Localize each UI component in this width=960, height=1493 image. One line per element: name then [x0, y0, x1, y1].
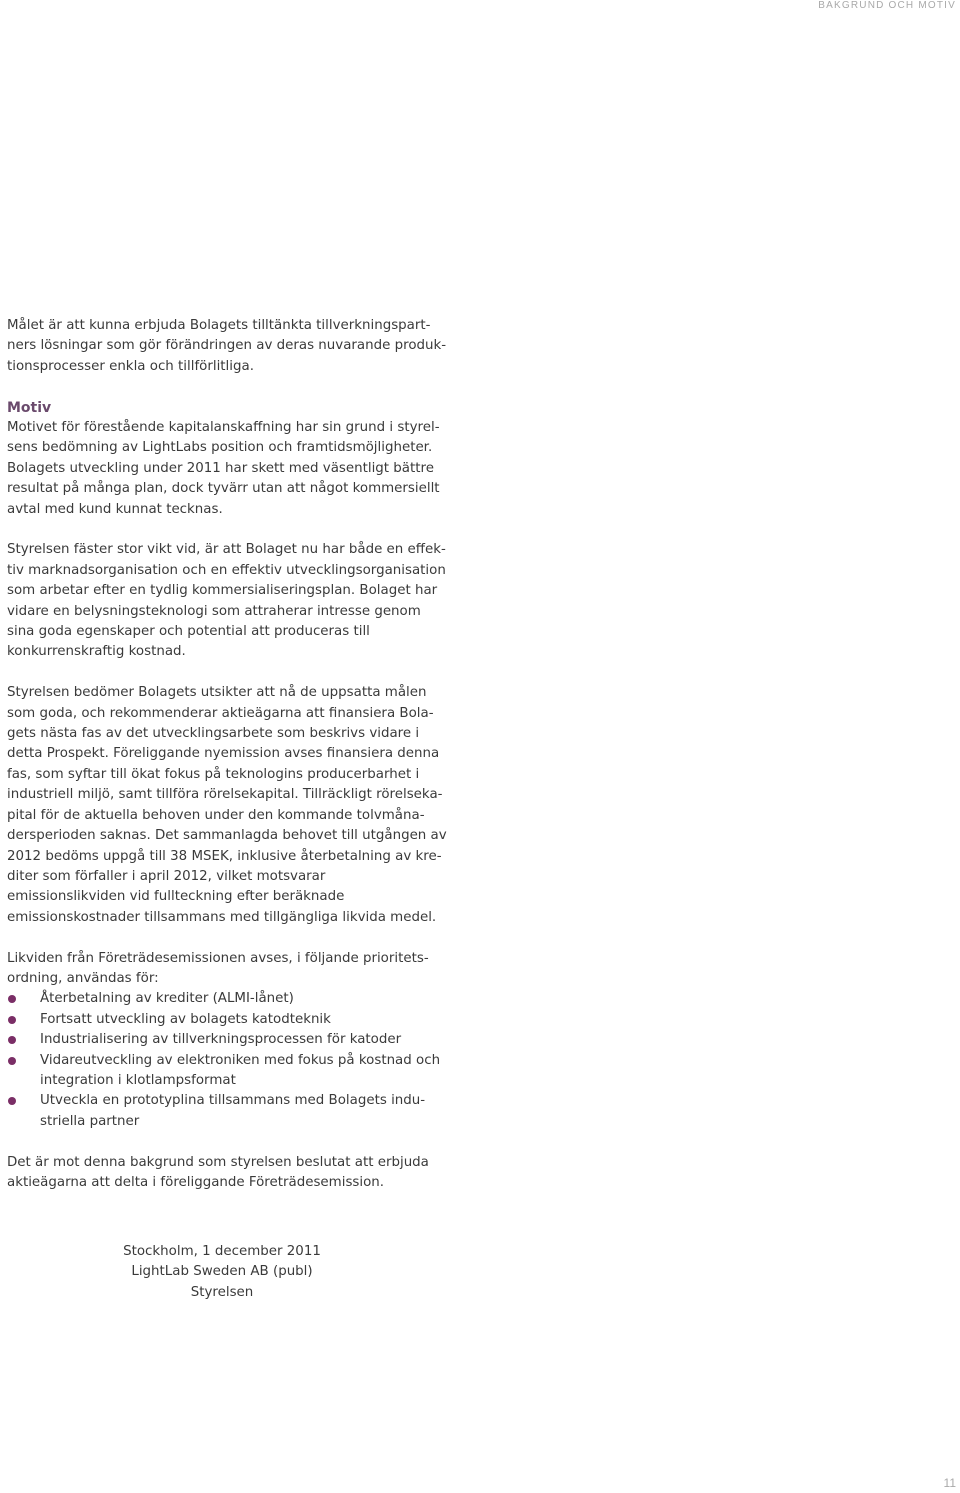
- bullet-dot-icon: [8, 1097, 16, 1105]
- bullet-dot-icon: [8, 1057, 16, 1065]
- list-item-text: Utveckla en prototyplina tillsammans med Bolagets industriella partner: [40, 1093, 426, 1129]
- bullet-dot-icon: [8, 1036, 16, 1044]
- motiv-paragraph-3: Styrelsen bedömer Bolagets utsikter att nå de uppsatta målen som goda, och rekommenderar aktieägarna att finansiera Bolagets nästa fas av det utvecklingsarbete som beskrivs vidare i detta Prospekt. Föreliggande nyemission avses finansiera denna fas, som syftar till ökat fokus på teknologins producerbarhet i industriell miljö, samt tillföra rörelsekapital. Tillräckligt rörelsekapital för de aktuella behoven under den kommande tolvmånadersperioden saknas. Det sammanlagda behovet till utgången av 2012 bedöms uppgå till 38 MSEK, inklusive återbetalning av krediter som förfaller i april 2012, vilket motsvarar emissionslikviden vid fullteckning efter beräknade emissionskostnader tillsammans med tillgängliga likvida medel.: [7, 685, 447, 925]
- list-intro: Likviden från Företrädesemissionen avses, i följande prioritetsordning, användas för:: [7, 950, 429, 986]
- priority-list: [7, 989, 447, 1132]
- signature-company: LightLab Sweden AB (publ): [131, 1264, 313, 1280]
- section-heading-motiv: Motiv: [7, 399, 52, 416]
- page-number: 11: [943, 1476, 956, 1490]
- list-item-text: Vidareutveckling av elektroniken med fokus på kostnad och integration i klotlampsformat: [40, 1052, 441, 1088]
- list-item: [7, 1051, 447, 1092]
- closing-paragraph: Det är mot denna bakgrund som styrelsen beslutat att erbjuda aktieägarna att delta i föreliggande Företrädesemission.: [7, 1154, 429, 1190]
- list-item: [7, 989, 447, 1009]
- bullet-dot-icon: [8, 995, 16, 1003]
- motiv-paragraph-1: Motivet för förestående kapitalanskaffning har sin grund i styrelsens bedömning av LightLabs position och framtidsmöjligheter. Bolagets utveckling under 2011 har skett med väsentligt bättre resultat på många plan, dock tyvärr utan att något kommersiellt avtal med kund kunnat tecknas.: [7, 420, 440, 517]
- list-item-text: Återbetalning av krediter (ALMI-lånet): [40, 991, 294, 1007]
- list-item: [7, 1030, 447, 1050]
- list-item: [7, 1091, 447, 1132]
- signature-board: Styrelsen: [190, 1284, 254, 1300]
- intro-paragraph: Målet är att kunna erbjuda Bolagets tilltänkta tillverkningspartners lösningar som gör förändringen av deras nuvarande produktionsprocesser enkla och tillförlitliga.: [7, 318, 447, 374]
- list-item-text: Industrialisering av tillverkningsprocessen för katoder: [40, 1032, 402, 1048]
- signature-place-date: Stockholm, 1 december 2011: [123, 1244, 321, 1259]
- signature-block: [7, 1242, 437, 1303]
- main-text-column: [7, 316, 447, 1193]
- list-item: [7, 1010, 447, 1030]
- motiv-paragraph-2: Styrelsen fäster stor vikt vid, är att Bolaget nu har både en effektiv marknadsorganisation och en effektiv utvecklingsorganisation som arbetar efter en tydlig kommersialiseringsplan. Bolaget har vidare en belysningsteknologi som attraherar intresse genom sina goda egenskaper och potential att produceras till konkurrenskraftig kostnad.: [7, 542, 446, 660]
- bullet-dot-icon: [8, 1016, 16, 1024]
- running-head: BAKGRUND OCH MOTIV: [818, 0, 956, 11]
- list-item-text: Fortsatt utveckling av bolagets katodteknik: [40, 1011, 331, 1027]
